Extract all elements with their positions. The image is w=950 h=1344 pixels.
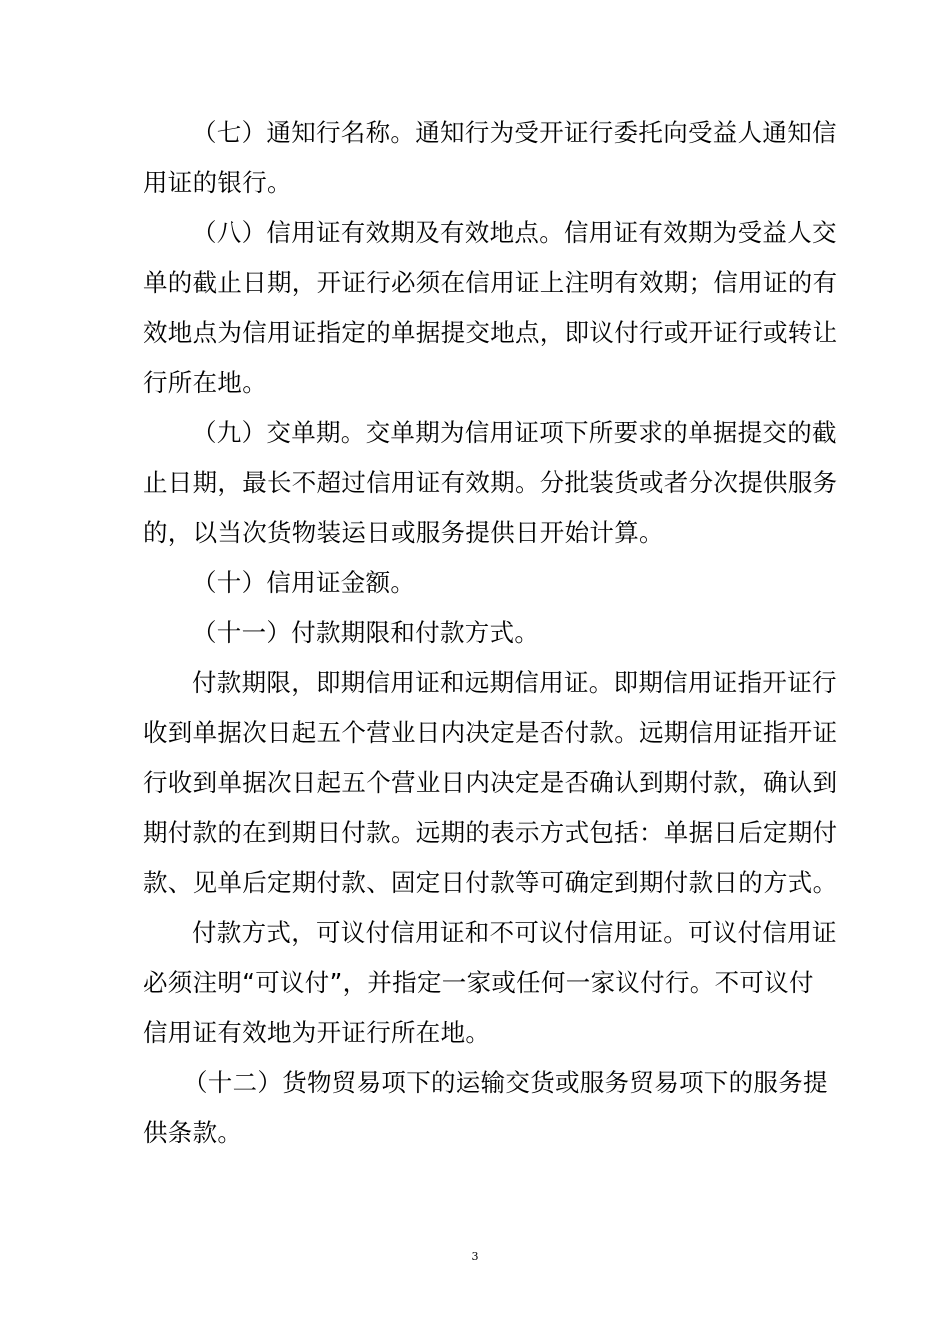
paragraph-12-line-1: （十二）货物贸易项下的运输交货或服务贸易项下的服务提 xyxy=(183,1068,828,1097)
paragraph-8-line-1: （八）信用证有效期及有效地点。信用证有效期为受益人交 xyxy=(192,218,837,247)
paragraph-9-line-1: （九）交单期。交单期为信用证项下所要求的单据提交的截 xyxy=(192,418,837,447)
payment-method-line-1: 付款方式，可议付信用证和不可议付信用证。可议付信用证 xyxy=(192,918,837,947)
paragraph-10-line-1: （十）信用证金额。 xyxy=(192,568,416,597)
payment-method-line-2: 必须注明“可议付”，并指定一家或任何一家议付行。不可议付 xyxy=(143,968,814,997)
payment-term-line-4: 期付款的在到期日付款。远期的表示方式包括：单据日后定期付 xyxy=(143,818,838,847)
paragraph-9-line-2: 止日期，最长不超过信用证有效期。分批装货或者分次提供服务 xyxy=(143,468,838,497)
payment-method-line-3: 信用证有效地为开证行所在地。 xyxy=(143,1018,491,1047)
paragraph-9-line-3: 的，以当次货物装运日或服务提供日开始计算。 xyxy=(143,518,664,547)
payment-term-line-5: 款、见单后定期付款、固定日付款等可确定到期付款日的方式。 xyxy=(143,868,838,897)
paragraph-8-line-4: 行所在地。 xyxy=(143,368,267,397)
page-number: 3 xyxy=(471,1250,479,1263)
payment-term-line-3: 行收到单据次日起五个营业日内决定是否确认到期付款，确认到 xyxy=(143,768,838,797)
payment-term-line-1: 付款期限，即期信用证和远期信用证。即期信用证指开证行 xyxy=(192,668,837,697)
paragraph-7-line-1: （七）通知行名称。通知行为受开证行委托向受益人通知信 xyxy=(192,118,837,147)
paragraph-11-heading: （十一）付款期限和付款方式。 xyxy=(192,618,540,647)
paragraph-7-line-2: 用证的银行。 xyxy=(143,168,292,197)
paragraph-8-line-2: 单的截止日期，开证行必须在信用证上注明有效期；信用证的有 xyxy=(143,268,838,297)
payment-term-line-2: 收到单据次日起五个营业日内决定是否付款。远期信用证指开证 xyxy=(143,718,838,747)
paragraph-8-line-3: 效地点为信用证指定的单据提交地点，即议付行或开证行或转让 xyxy=(143,318,838,347)
paragraph-12-line-2: 供条款。 xyxy=(143,1118,243,1147)
